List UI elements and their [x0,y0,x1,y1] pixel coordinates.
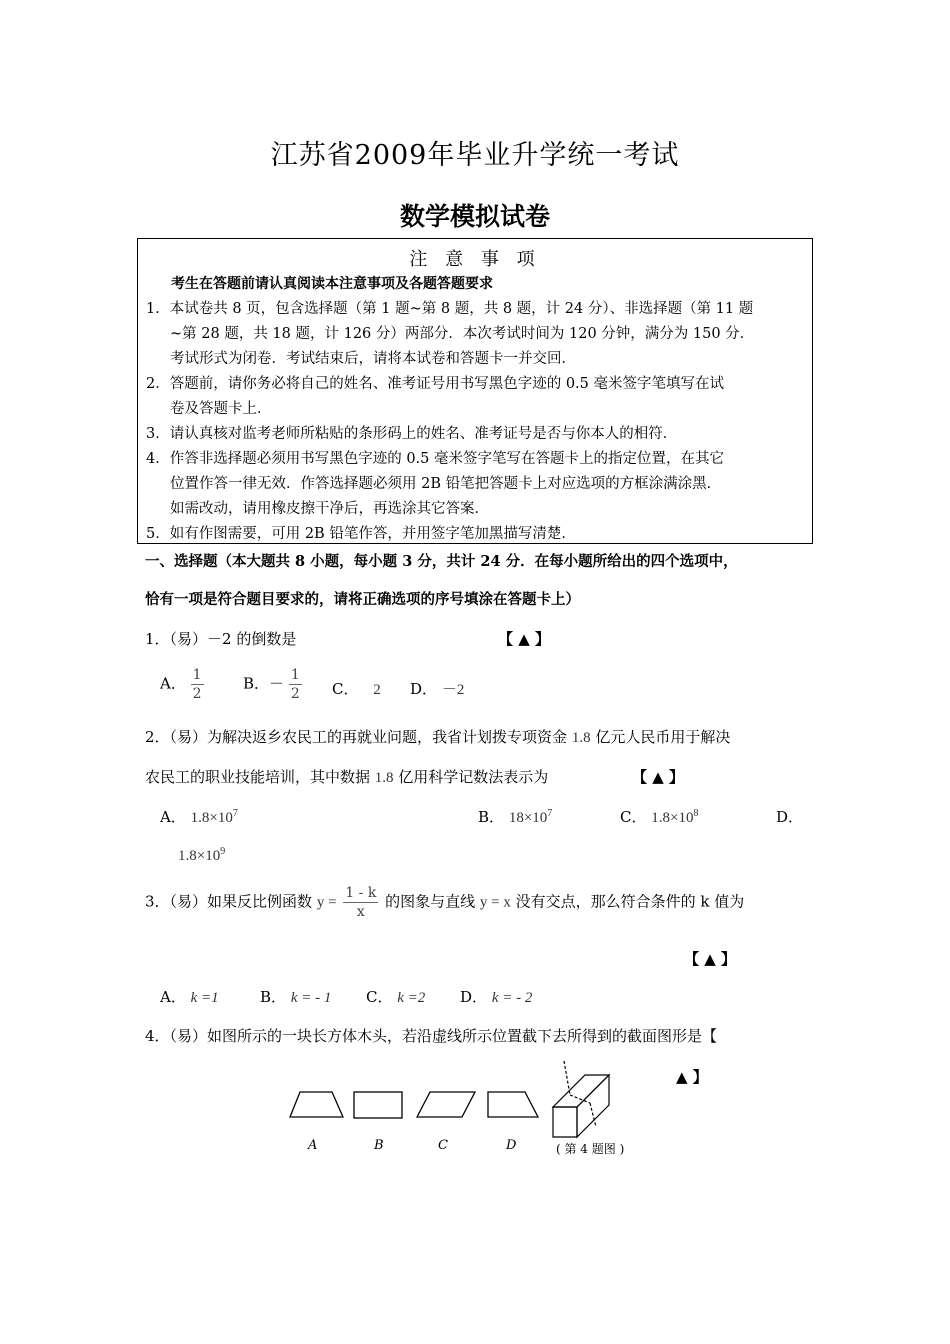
q3-post: 没有交点，那么符合条件的 k 值为 [510,892,745,911]
q1-d-label: D． [410,680,438,698]
q3-c-label: C． [366,988,393,1006]
option-c-parallelogram-shape [417,1092,475,1117]
q2-option-d [178,846,225,865]
q3-pre: 3．（易）如果反比例函数 [145,892,317,911]
q1-b-label: B．－ [243,674,285,693]
q3-stem [145,884,744,921]
notice-line: 5．如有作图需要，可用 2B 铅笔作答，并用签字笔加黑描写清楚． [146,526,576,542]
q2-line2-pre: 农民工的职业技能培训，其中数据 [145,768,375,786]
q4-stem: 4．（易）如图所示的一块长方体木头，若沿虚线所示位置截下去所得到的截面图形是【 [145,1027,718,1045]
q2-b-value: 18×10 [508,810,548,826]
q3-option-b [260,986,331,1007]
q4-answer-mark-tail: ▲ 】 [676,1068,708,1086]
q2-option-c [620,806,698,827]
q1-option-d [410,678,464,699]
option-b-label: B [374,1138,384,1153]
q2-line1-pre: 2．（易）为解决返乡农民工的再就业问题，我省计划拨专项资金 [145,728,572,746]
q2-number: 1.8 [374,770,394,786]
q3-d-value: k = - 2 [491,990,533,1006]
q2-answer-mark: 【 ▲ 】 [632,768,684,786]
cuboid-diagram [553,1061,609,1137]
figure-caption: ( 第 4 题图 ) [556,1142,625,1156]
notice-line: 1．本试卷共 8 页，包含选择题（第 1 题~第 8 题，共 8 题，计 24 分）、非选择题（第 11 题 [146,301,754,317]
q1-b-numerator: 1 [290,667,300,683]
q3-b-label: B． [260,988,287,1006]
exam-subtitle: 数学模拟试卷 [399,202,550,231]
notice-line: ~第 28 题，共 18 题，计 126 分）两部分．本次考试时间为 120 分钟，满分为 150 分． [170,326,755,342]
notice-line: 3．请认真核对监考老师所粘贴的条形码上的姓名、准考证号是否与你本人的相符． [146,426,678,442]
q2-line2-post: 亿用科学记数法表示为 [393,768,549,786]
notice-line: 位置作答一律无效．作答选择题必须用 2B 铅笔把答题卡上对应选项的方框涂满涂黑． [170,476,722,492]
q2-d-value: 1.8×10 [178,848,221,864]
q1-option-c [332,678,381,699]
q2-number: 1.8 [571,730,591,746]
option-c-label: C [438,1138,448,1153]
q2-line1 [145,726,730,747]
q2-d-label: D． [776,808,804,826]
option-d-trapezoid-shape [488,1092,538,1117]
q3-b-value: k = - 1 [290,990,332,1006]
q1-a-label: A． [160,674,186,693]
notice-line: 考试形式为闭卷．考试结束后，请将本试卷和答题卡一并交回． [170,351,576,367]
q1-b-denominator: 2 [290,686,300,702]
notice-line: 如需改动，请用橡皮擦干净后，再选涂其它答案． [170,501,489,517]
q1-answer-mark: 【 ▲ 】 [498,630,550,648]
q1-option-a [160,666,204,703]
option-a-trapezoid-shape [290,1092,343,1117]
q3-option-a [160,986,219,1007]
q2-c-label: C． [620,808,647,826]
q1-c-label: C． [332,680,359,698]
q3-option-c [366,986,425,1007]
q3-line-eq: y = x [479,894,511,911]
q2-c-value: 1.8×10 [651,810,694,826]
q2-line1-post: 亿元人民币用于解决 [590,728,731,746]
q2-a-label: A． [160,808,186,826]
q2-option-b [478,806,552,827]
option-a-label: A [308,1138,318,1153]
q3-a-label: A． [160,988,186,1006]
q2-c-exponent: 8 [693,808,699,819]
q3-answer-mark: 【 ▲ 】 [684,950,736,968]
notice-line: 2．答题前，请你务必将自己的姓名、准考证号用书写黑色字迹的 0.5 毫米签字笔填写在试 [146,376,724,392]
notice-intro: 考生在答题前请认真阅读本注意事项及各题答题要求 [171,276,493,292]
notice-heading: 注 意 事 项 [409,249,541,270]
q3-c-value: k =2 [397,990,426,1006]
q2-line2 [145,766,548,787]
section-heading-line1: 一、选择题（本大题共 8 小题，每小题 3 分，共计 24 分．在每小题所给出的四个选项中， [145,553,738,570]
notice-box [137,238,813,544]
q1-option-b [243,666,302,703]
q3-option-d [460,986,532,1007]
q2-b-exponent: 7 [547,808,553,819]
q1-c-value: 2 [373,682,381,698]
q2-b-label: B． [478,808,505,826]
q1-d-value: －2 [441,682,465,698]
q3-numerator: 1 - k [345,885,377,901]
q2-a-exponent: 7 [232,808,238,819]
section-heading-line2: 恰有一项是符合题目要求的，请将正确选项的序号填涂在答题卡上） [145,591,580,608]
q1-a-denominator: 2 [192,686,202,702]
option-b-rectangle-shape [354,1092,402,1118]
q3-a-value: k =1 [190,990,219,1006]
q1-a-numerator: 1 [192,667,202,683]
q3-mid: 的图象与直线 [380,892,480,911]
q3-y-eq: y = [316,894,337,911]
exam-title: 江苏省2009年毕业升学统一考试 [270,140,680,171]
option-d-label: D [506,1138,517,1153]
notice-line: 卷及答题卡上． [170,401,272,417]
q1-stem: 1．（易）－2 的倒数是 [145,630,297,648]
q2-d-exponent: 9 [220,846,226,857]
q2-a-value: 1.8×10 [190,810,233,826]
notice-line: 4．作答非选择题必须用书写黑色字迹的 0.5 毫米签字笔写在答题卡上的指定位置，在其它 [146,451,724,467]
q3-denominator: x [356,904,365,920]
q2-option-a [160,806,238,827]
q3-d-label: D． [460,988,488,1006]
